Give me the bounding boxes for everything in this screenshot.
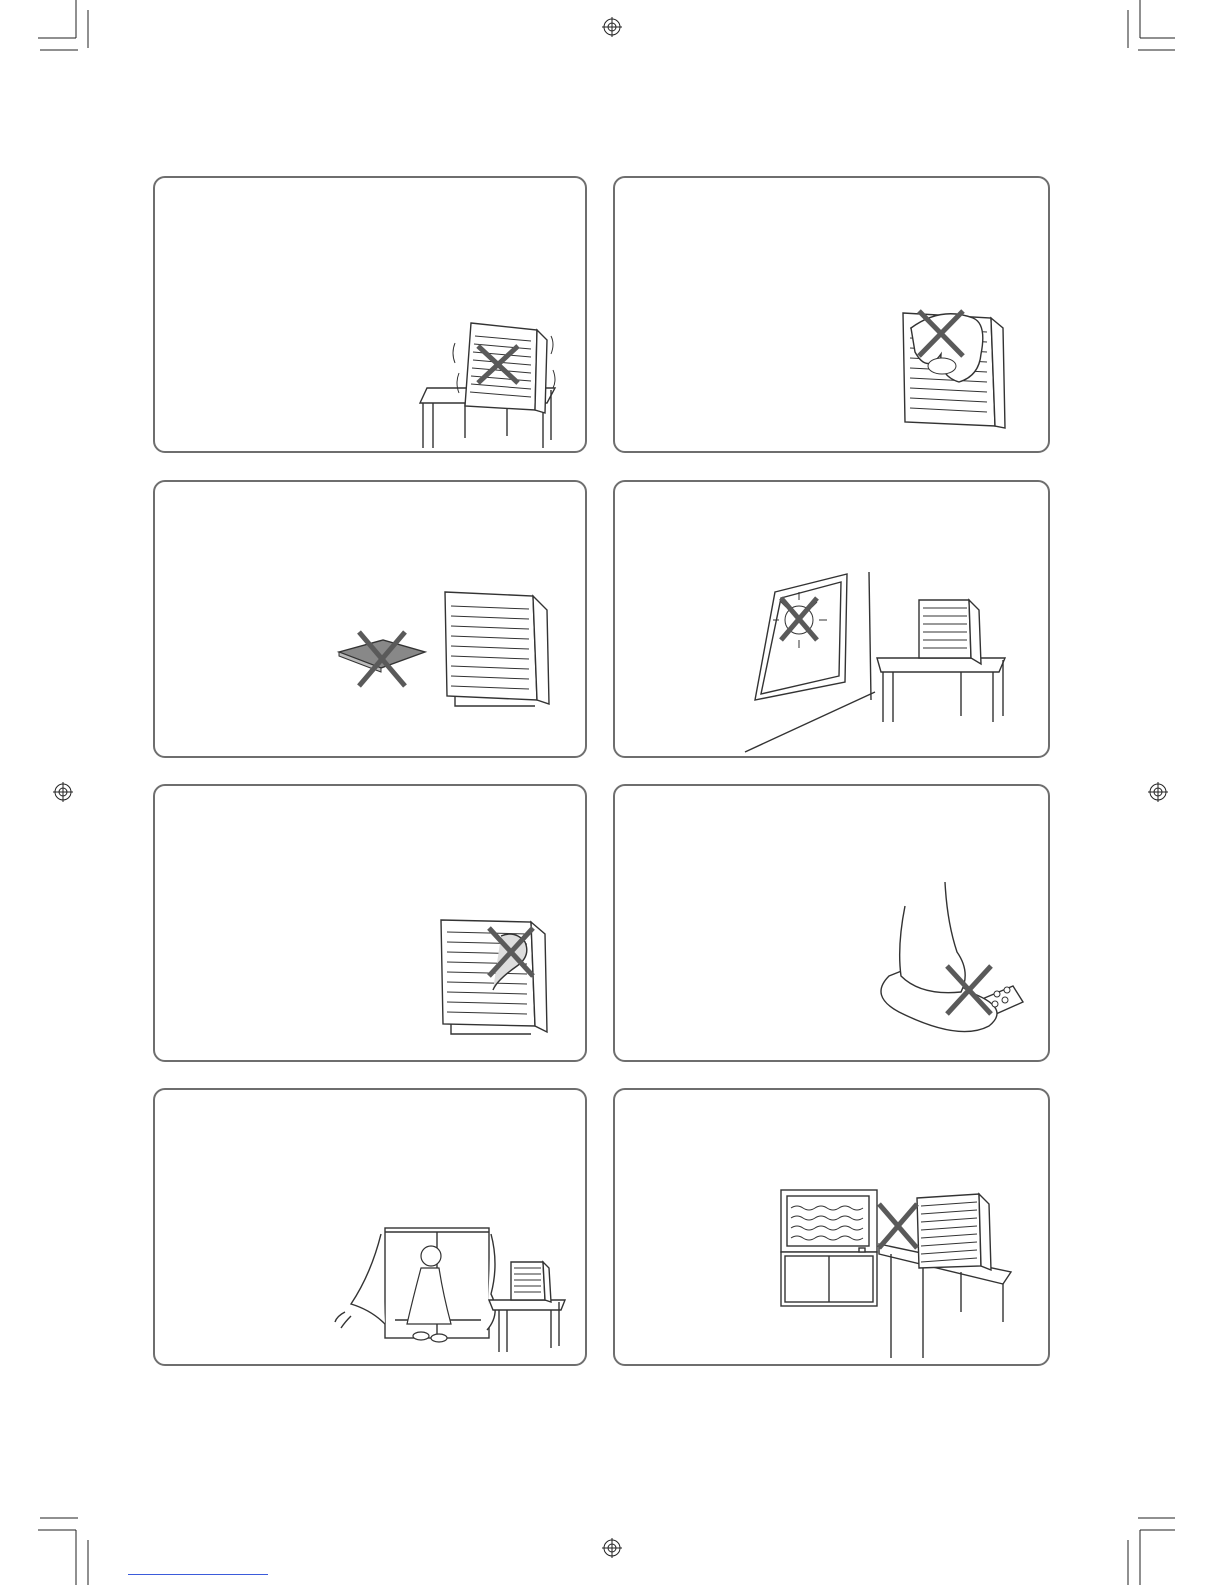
panel-do-not-step-on-remote bbox=[613, 784, 1050, 1062]
sun-window-icon bbox=[615, 482, 1050, 758]
panel-avoid-direct-sunlight bbox=[613, 480, 1050, 758]
panel-keep-away-from-tv bbox=[613, 1088, 1050, 1366]
panel-do-not-remove-filter bbox=[153, 480, 587, 758]
tv-next-to-unit-icon bbox=[615, 1090, 1050, 1366]
wobbly-unit-on-table-icon bbox=[155, 178, 587, 453]
registration-target-icon bbox=[602, 17, 622, 37]
unit-covered-with-cloth-icon bbox=[615, 178, 1050, 453]
panel-do-not-cover bbox=[613, 176, 1050, 453]
filter-removed-icon bbox=[155, 482, 587, 758]
panel-unstable-surface bbox=[153, 176, 587, 453]
panel-avoid-curtain-draft bbox=[153, 1088, 587, 1366]
object-on-grille-icon bbox=[155, 786, 587, 1062]
child-curtain-window-icon bbox=[155, 1090, 587, 1366]
foot-on-remote-icon bbox=[615, 786, 1050, 1062]
footer-rule bbox=[128, 1574, 268, 1575]
panel-do-not-attach-objects bbox=[153, 784, 587, 1062]
